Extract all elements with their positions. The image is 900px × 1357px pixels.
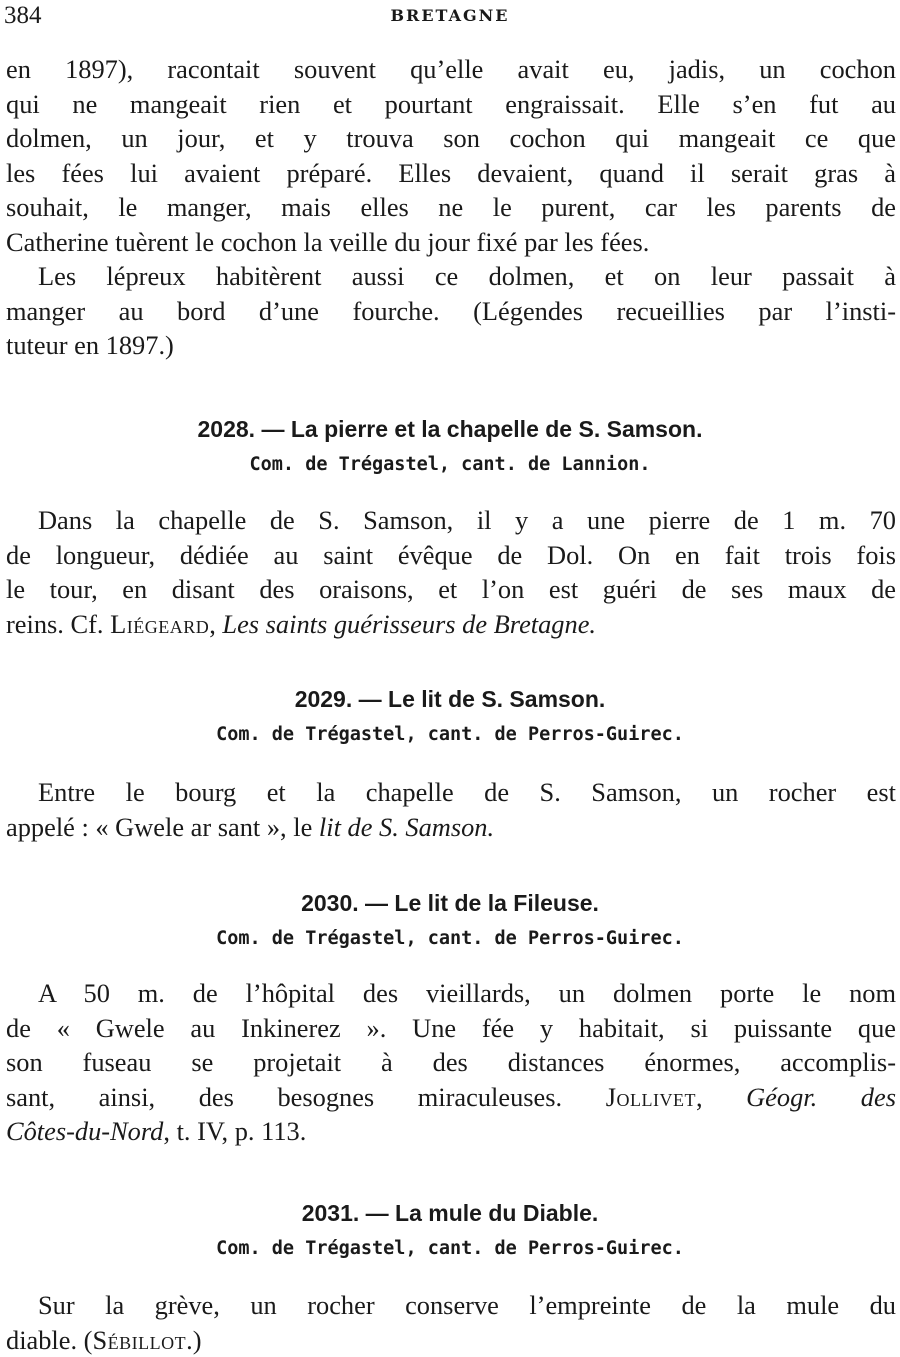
text-line: Sur la grève, un rocher conserve l’empreinte de la mule du (6, 1288, 896, 1323)
text-line (6, 810, 896, 845)
text-line (6, 607, 896, 642)
work-title: Les saints guérisseurs de Bretagne. (222, 609, 596, 639)
text-line: Les lépreux habitèrent aussi ce dolmen, et on leur passait à (6, 259, 896, 294)
text-line: tuteur en 1897.) (6, 328, 896, 363)
entry-text-2031 (6, 1288, 896, 1357)
entry-text-2030 (6, 976, 896, 1149)
running-head: BRETAGNE (4, 4, 896, 28)
entry-title-2030: 2030. — Le lit de la Fileuse. (0, 888, 900, 918)
author-name: Liégeard (110, 609, 209, 639)
text-fragment: sant, ainsi, des besognes miraculeuses. (6, 1082, 562, 1112)
entry-title-2031: 2031. — La mule du Diable. (0, 1198, 900, 1228)
work-title: Côtes-du-Nord (6, 1116, 163, 1146)
text-line: de « Gwele au Inkinerez ». Une fée y habitait, si puissante que (6, 1011, 896, 1046)
text-line: en 1897), racontait souvent qu’elle avait eu, jadis, un cochon (6, 52, 896, 87)
page-header (4, 2, 896, 30)
text-line: qui ne mangeait rien et pourtant engraissait. Elle s’en fut au (6, 87, 896, 122)
text-fragment: , (209, 609, 222, 639)
text-line: dolmen, un jour, et y trouva son cochon qui mangeait ce que (6, 121, 896, 156)
entry-text-2029 (6, 775, 896, 844)
page-number: 384 (4, 2, 42, 30)
text-fragment: .) (186, 1325, 201, 1355)
text-line: Dans la chapelle de S. Samson, il y a une pierre de 1 m. 70 (6, 503, 896, 538)
work-title: Géogr. des (746, 1082, 896, 1112)
entry-location-2028: Com. de Trégastel, cant. de Lannion. (0, 452, 900, 478)
entry-title-2028: 2028. — La pierre et la chapelle de S. Samson. (0, 414, 900, 444)
text-fragment: reins. Cf. (6, 609, 110, 639)
text-line: souhait, le manger, mais elles ne le purent, car les parents de (6, 190, 896, 225)
text-line: son fuseau se projetait à des distances énormes, accomplis- (6, 1045, 896, 1080)
text-line (6, 1114, 896, 1149)
text-line (6, 1323, 896, 1357)
reference: , t. IV, p. 113. (163, 1116, 306, 1146)
author-name: Sébillot (92, 1325, 186, 1355)
entry-location-2029: Com. de Trégastel, cant. de Perros-Guirec. (0, 722, 900, 748)
text-line: A 50 m. de l’hôpital des vieillards, un dolmen porte le nom (6, 976, 896, 1011)
text-line: Catherine tuèrent le cochon la veille du jour fixé par les fées. (6, 225, 896, 260)
entry-title-2029: 2029. — Le lit de S. Samson. (0, 684, 900, 714)
text-fragment: appelé : « Gwele ar sant », le (6, 812, 319, 842)
work-title: lit de S. Samson. (319, 812, 494, 842)
text-line: manger au bord d’une fourche. (Légendes recueillies par l’insti- (6, 294, 896, 329)
entry-location-2030: Com. de Trégastel, cant. de Perros-Guirec. (0, 926, 900, 952)
text-line: le tour, en disant des oraisons, et l’on est guéri de ses maux de (6, 572, 896, 607)
text-line: Entre le bourg et la chapelle de S. Samson, un rocher est (6, 775, 896, 810)
text-fragment: diable. ( (6, 1325, 92, 1355)
text-line: sant, ainsi, des besognes miraculeuses. Jollivet, Géogr. des (6, 1080, 896, 1115)
entry-location-2031: Com. de Trégastel, cant. de Perros-Guirec. (0, 1236, 900, 1262)
text-line: de longueur, dédiée au saint évêque de Dol. On en fait trois fois (6, 538, 896, 573)
intro-paragraph (6, 52, 896, 363)
text-line: les fées lui avaient préparé. Elles devaient, quand il serait gras à (6, 156, 896, 191)
author-name: Jollivet (606, 1082, 696, 1112)
entry-text-2028 (6, 503, 896, 641)
